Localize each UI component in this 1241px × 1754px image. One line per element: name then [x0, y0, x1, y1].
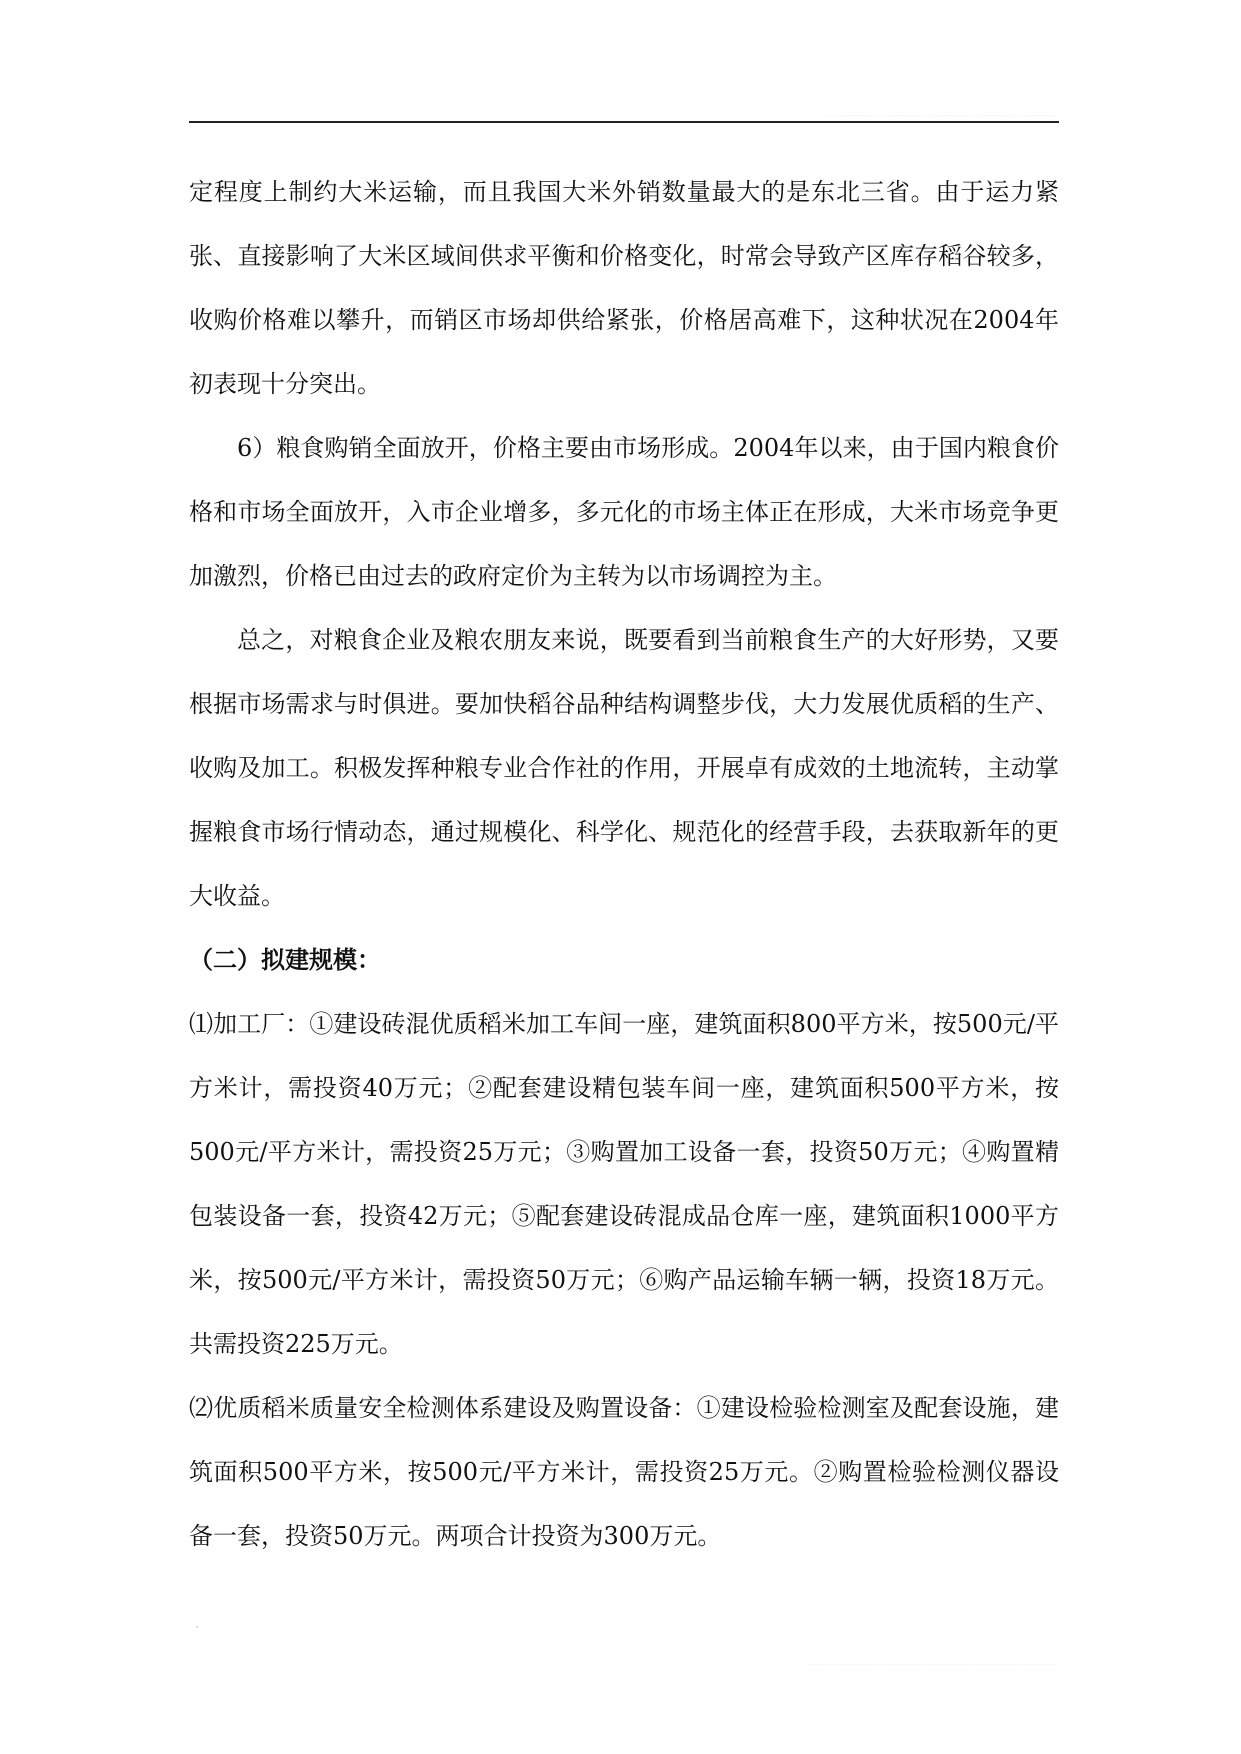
header-faint-text: ................................................................................................................	[824, 112, 1059, 118]
list-item-processing-plant: ⑴加工厂：①建设砖混优质稻米加工车间一座，建筑面积800平方米，按500元/平方米计，需投资40万元；②配套建设精包装车间一座，建筑面积500平方米，按500元/平方米计，需投资25万元；③购置加工设备一套，投资50万元；④购置精包装设备一套，投资42万元；⑤配套建设砖混成品仓库一座，建筑面积1000平方米，按500元/平方米计，需投资50万元；⑥购产品运输车辆一辆，投资18万元。共需投资225万元。	[189, 1010, 1059, 1358]
document-body	[189, 160, 1059, 1568]
section-heading: （二）拟建规模：	[189, 945, 381, 974]
footer-faint-text: ........................................................................................................................	[808, 1661, 1059, 1667]
footer-mark	[196, 1626, 198, 1628]
list-item-quality-testing: ⑵优质稻米质量安全检测体系建设及购置设备：①建设检验检测室及配套设施，建筑面积500平方米，按500元/平方米计，需投资25万元。②购置检验检测仪器设备一套，投资50万元。两项合计投资为300万元。	[189, 1394, 1059, 1550]
paragraph-summary: 总之，对粮食企业及粮农朋友来说，既要看到当前粮食生产的大好形势，又要根据市场需求与时俱进。要加快稻谷品种结构调整步伐，大力发展优质稻的生产、收购及加工。积极发挥种粮专业合作社的作用，开展卓有成效的土地流转，主动掌握粮食市场行情动态，通过规模化、科学化、规范化的经营手段，去获取新年的更大收益。	[189, 626, 1059, 910]
paragraph-market-liberalization: 6）粮食购销全面放开，价格主要由市场形成。2004年以来，由于国内粮食价格和市场全面放开，入市企业增多，多元化的市场主体正在形成，大米市场竞争更加激烈，价格已由过去的政府定价为主转为以市场调控为主。	[189, 434, 1059, 590]
paragraph-continued: 定程度上制约大米运输，而且我国大米外销数量最大的是东北三省。由于运力紧张、直接影响了大米区域间供求平衡和价格变化，时常会导致产区库存稻谷较多，收购价格难以攀升，而销区市场却供给紧张，价格居高难下，这种状况在2004年初表现十分突出。	[189, 178, 1059, 398]
header-rule	[189, 121, 1059, 123]
